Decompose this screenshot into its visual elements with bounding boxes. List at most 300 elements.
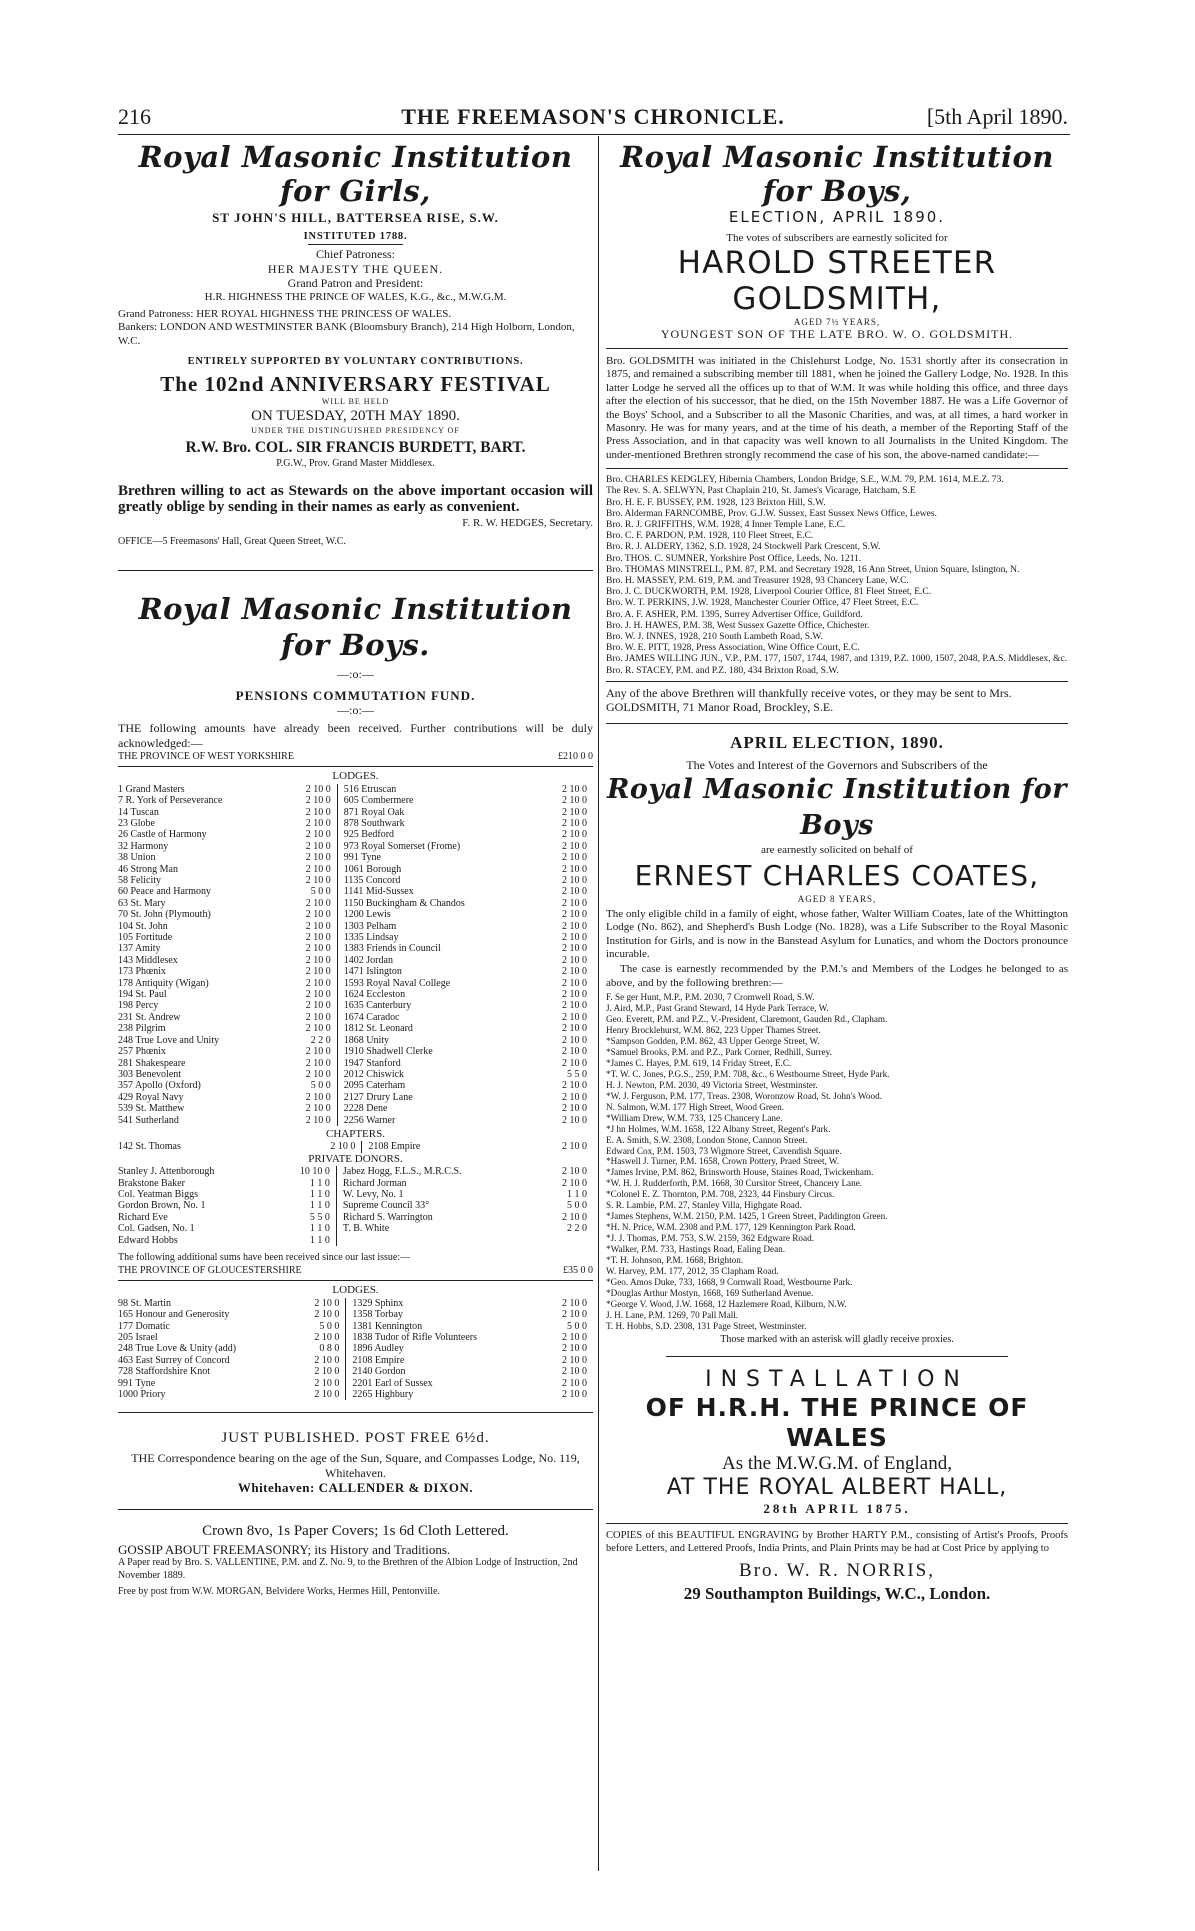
lodge-amount: 5 5 0	[276, 1212, 336, 1223]
lodge-amount: 2 10 0	[562, 1023, 587, 1035]
supporter-entry: Bro. J. H. HAWES, P.M. 38, West Sussex Gazette Office, Chichester.	[606, 620, 870, 631]
lodge-name: 728 Staffordshire Knot	[118, 1366, 211, 1378]
lodge-name: 2228 Dene	[343, 1103, 388, 1115]
lodge-amount: 2 10 0	[286, 932, 337, 943]
lodge-amount: 2 10 0	[562, 1011, 587, 1023]
supporter-entry: *Douglas Arthur Mostyn, 1668, 169 Sutherland Avenue.	[606, 1287, 814, 1298]
lodge-name: 104 St. John	[118, 920, 168, 932]
lodge-name: 173 Phœnix	[118, 966, 167, 978]
patron-label: Grand Patron and President:	[287, 276, 424, 290]
lodge-name: 2108 Empire	[368, 1141, 421, 1153]
supporter-entry: Bro. W. J. INNES, 1928, 210 South Lambeth Road, S.W.	[606, 632, 823, 642]
supporter-entry: Bro. THOS. C. SUMNER, Yorkshire Post Office, Leeds, No. 1211.	[606, 553, 862, 564]
lodge-amount: 2 10 0	[562, 1309, 587, 1321]
lodge-name: 1000 Priory	[118, 1389, 166, 1401]
lodge-name: Brakstone Baker	[118, 1177, 185, 1189]
supporter-entry: *H. N. Price, W.M. 2308 and P.M. 177, 129 Kennington Park Road.	[606, 1222, 856, 1233]
lodge-name: 429 Royal Navy	[118, 1091, 184, 1103]
supporter-entry: Bro. W. E. PITT, 1928, Press Association, Wine Office Court, E.C.	[606, 643, 860, 654]
lodge-name	[336, 1235, 542, 1246]
supporter-entry: Edward Cox, P.M. 1503, 73 Wigmore Street, Cavendish Square.	[606, 1145, 842, 1156]
table-row	[118, 1000, 593, 1011]
right-column	[606, 140, 1068, 1605]
table-row	[118, 1115, 593, 1126]
supporter-entry: Bro. JAMES WILLING JUN., V.P., P.M. 177, 1507, 1744, 1987, and 1319, P.Z. 1000, 1507, 2048, P.A.S. Middlesex, &c.	[606, 654, 1068, 665]
lodge-amount: 2 10 0	[562, 1091, 587, 1103]
lodge-amount: 2 10 0	[562, 1177, 587, 1189]
lodge-name: 142 St. Thomas	[118, 1141, 181, 1153]
lodges-label-2: LODGES.	[332, 1284, 379, 1297]
steward-appeal: Brethren willing to act as Stewards on the above important occasion will greatly oblige by sending in their names as early as convenient.	[118, 482, 593, 515]
election-title: Royal Masonic Institution for Boys,	[620, 140, 1054, 208]
lodge-amount: 5 0 0	[286, 886, 337, 897]
table-row	[118, 1035, 593, 1046]
april-title: Royal Masonic Institution for Boys	[606, 774, 1067, 842]
supporter-entry: J. Aird, M.P., Past Grand Steward, 14 Hyde Park Terrace, W.	[606, 1003, 829, 1014]
lodge-amount: 2 10 0	[562, 1389, 587, 1401]
installation-address: 29 Southampton Buildings, W.C., London.	[683, 1584, 991, 1604]
lodge-name: 1896 Audley	[352, 1343, 404, 1355]
april-votes: The Votes and Interest of the Governors and Subscribers of the	[686, 757, 988, 772]
lodge-amount: 2 10 0	[286, 795, 337, 806]
lodge-name: 63 St. Mary	[118, 897, 166, 909]
april-heading: APRIL ELECTION, 1890.	[730, 732, 944, 752]
supporter-entry: F. Se ger Hunt, M.P., P.M. 2030, 7 Cromwell Road, S.W.	[606, 992, 815, 1003]
lodge-name: 38 Union	[118, 852, 156, 864]
supporter-entry: Bro. R. J. GRIFFITHS, W.M. 1928, 4 Inner Temple Lane, E.C.	[606, 519, 846, 530]
lodge-amount: 2 10 0	[562, 875, 587, 886]
lodge-name: 1135 Concord	[343, 875, 401, 886]
lodge-amount: 1 1 0	[276, 1200, 336, 1211]
april-asterisk: Those marked with an asterisk will gladly receive proxies.	[720, 1333, 954, 1345]
lodge-amount: 2 10 0	[562, 1114, 587, 1126]
lodge-name: 248 True Love & Unity (add)	[118, 1343, 237, 1355]
lodge-name: 1141 Mid-Sussex	[343, 886, 414, 898]
lodge-amount: 2 10 0	[562, 1297, 587, 1309]
lodge-amount: 2 10 0	[286, 1000, 337, 1011]
table-row	[118, 1178, 593, 1189]
will-be-held: WILL BE HELD	[321, 397, 390, 407]
column-divider	[598, 136, 599, 1871]
table-row	[118, 966, 593, 977]
lodge-name: Col. Gadsen, No. 1	[118, 1223, 195, 1235]
lodge-name: 1635 Canterbury	[343, 1000, 412, 1012]
lodge-name: Stanley J. Attenborough	[118, 1166, 215, 1178]
lodge-amount: 2 10 0	[298, 1309, 346, 1320]
pensions-title: Royal Masonic Institution for Boys.	[138, 592, 573, 663]
lodge-amount: 2 10 0	[562, 1103, 587, 1115]
lodge-amount: 2 10 0	[286, 966, 337, 977]
lodge-amount: 0 8 0	[298, 1343, 346, 1354]
table-row	[118, 1355, 593, 1366]
published-text: THE Correspondence bearing on the age of the Sun, Square, and Compasses Lodge, No. 119, Whitehaven.	[131, 1451, 580, 1480]
lodge-amount: 2 10 0	[562, 1343, 587, 1355]
table-row	[118, 1309, 593, 1320]
left-column	[118, 140, 593, 1599]
lodge-amount	[542, 1235, 593, 1246]
lodge-name: 205 Israel	[118, 1332, 158, 1344]
lodge-name: 878 Southwark	[343, 817, 405, 829]
crown-post: Free by post from W.W. MORGAN, Belvidere Works, Hermes Hill, Pentonville.	[118, 1586, 440, 1598]
table-row	[118, 898, 593, 909]
lodge-name: 605 Combermere	[343, 795, 414, 807]
girls-address: ST JOHN'S HILL, BATTERSEA RISE, S.W.	[212, 210, 499, 225]
table-row	[118, 875, 593, 886]
lodge-amount: 2 10 0	[562, 909, 587, 921]
lodge-name: Edward Hobbs	[118, 1234, 178, 1246]
lodge-name: 58 Felicity	[118, 875, 162, 886]
supporter-entry: Bro. THOMAS MINSTRELL, P.M. 87, P.M. and Secretary 1928, 16 Ann Street, Union Square, Islington, N.	[606, 564, 1020, 575]
supporter-entry: *J hn Holmes, W.M. 1658, 122 Albany Street, Regent's Park.	[606, 1123, 831, 1134]
publication-title: THE FREEMASON'S CHRONICLE.	[401, 104, 785, 129]
lodge-amount: 2 10 0	[286, 898, 337, 909]
lodge-amount: 2 10 0	[562, 852, 587, 864]
province-name: THE PROVINCE OF WEST YORKSHIRE	[118, 751, 294, 763]
lodge-name: 23 Globe	[118, 817, 155, 829]
lodge-amount: 2 10 0	[562, 795, 587, 807]
lodge-name: 231 St. Andrew	[118, 1011, 181, 1023]
crown-title: GOSSIP ABOUT FREEMASONRY; its History and Traditions.	[118, 1542, 451, 1558]
section-rule-2	[118, 1412, 593, 1413]
lodge-name: 105 Fortitude	[118, 932, 173, 944]
lodge-amount: 2 10 0	[298, 1378, 346, 1389]
lodge-name: 137 Amity	[118, 943, 161, 955]
lodge-name: 2256 Warner	[343, 1114, 396, 1126]
lodge-name: 178 Antiquity (Wigan)	[118, 977, 209, 989]
lodge-name: 2265 Highbury	[352, 1389, 414, 1401]
lodge-amount: 2 10 0	[562, 897, 587, 909]
patron: H.R. HIGHNESS THE PRINCE OF WALES, K.G., &c., M.W.G.M.	[204, 290, 507, 303]
lodge-amount: 2 10 0	[286, 989, 337, 1000]
secretary: F. R. W. HEDGES, Secretary.	[462, 516, 593, 529]
lodge-amount: 1 1 0	[567, 1188, 587, 1200]
supported: ENTIRELY SUPPORTED BY VOLUNTARY CONTRIBUTIONS.	[187, 356, 524, 368]
table-row	[118, 1212, 593, 1223]
lodge-amount: 2 10 0	[562, 829, 587, 841]
lodge-name: 516 Etruscan	[343, 783, 397, 795]
lodge-name: 1947 Stanford	[343, 1057, 401, 1069]
lodge-amount: 5 0 0	[567, 1320, 587, 1332]
lodge-amount: 2 10 0	[562, 954, 587, 966]
lodge-amount: 2 10 0	[562, 1366, 587, 1378]
bankers: Bankers: LONDON AND WESTMINSTER BANK (Bloomsbury Branch), 214 High Holborn, London, W.C.	[118, 321, 575, 347]
supporter-entry: Bro. R. J. ALDERY, 1362, S.D. 1928, 24 Stockwell Park Crescent, S.W.	[606, 542, 881, 553]
lodge-amount: 2 10 0	[562, 989, 587, 1001]
supporter-entry: Bro. R. STACEY, P.M. and P.Z. 180, 434 Brixton Road, S.W.	[606, 665, 839, 676]
lodge-amount: 2 10 0	[286, 943, 337, 954]
table-row	[118, 841, 593, 852]
election-sub: ELECTION, APRIL 1890.	[728, 208, 946, 226]
presidency: UNDER THE DISTINGUISHED PRESIDENCY OF	[251, 426, 460, 436]
lodge-amount: 2 10 0	[298, 1298, 346, 1309]
lodge-amount: 2 10 0	[562, 1046, 587, 1058]
table-row	[118, 1166, 593, 1177]
lodges-table	[118, 784, 593, 1126]
lodge-amount: 2 10 0	[298, 1332, 346, 1343]
table-row	[118, 864, 593, 875]
lodge-name: 1303 Pelham	[343, 920, 397, 932]
table-row	[118, 909, 593, 920]
lodge-name: 1868 Unity	[343, 1034, 390, 1046]
office: OFFICE—5 Freemasons' Hall, Great Queen Street, W.C.	[118, 535, 346, 547]
lodge-name: 1329 Sphinx	[352, 1297, 404, 1309]
table-row	[118, 818, 593, 829]
installation-line2: OF H.R.H. THE PRINCE OF WALES	[645, 1393, 1029, 1453]
supporter-entry: *James Stephens, W.M. 2150, P.M. 1425, 1 Green Street, Paddington Green.	[606, 1211, 888, 1222]
lodge-amount: 2 10 0	[562, 840, 587, 852]
lodge-name: 539 St. Matthew	[118, 1103, 185, 1115]
table-rule-2	[118, 1280, 593, 1281]
installation-body: COPIES of this BEAUTIFUL ENGRAVING by Brother HARTY P.M., consisting of Artist's Proofs, Proofs before Letters, and Lettered Proofs, India Prints, and Plain Prints may be had at Cost Price by applying to	[606, 1530, 1068, 1554]
lodge-amount: 1 1 0	[276, 1178, 336, 1189]
installation-bro: Bro. W. R. NORRIS,	[739, 1560, 935, 1582]
supporter-entry: The Rev. S. A. SELWYN, Past Chaplain 210, St. James's Vicarage, Hatcham, S.E	[606, 486, 916, 497]
lodge-amount: 1 1 0	[276, 1223, 336, 1234]
lodge-amount: 2 10 0	[562, 1354, 587, 1366]
table-row	[118, 1223, 593, 1234]
supporter-entry: *Walker, P.M. 733, Hastings Road, Ealing Dean.	[606, 1244, 786, 1255]
lodge-name: 14 Tuscan	[118, 806, 159, 818]
lodge-name: Col. Yeatman Biggs	[118, 1188, 199, 1200]
lodge-amount: 5 0 0	[286, 1080, 337, 1091]
table-row	[118, 978, 593, 989]
lodge-name: 281 Shakespeare	[118, 1057, 186, 1069]
april-name: ERNEST CHARLES COATES,	[634, 858, 1040, 892]
lodge-amount: 2 10 0	[562, 863, 587, 875]
pensions-advert	[118, 591, 593, 1400]
province-amount: £210 0 0	[558, 751, 593, 763]
lodge-amount: 2 10 0	[286, 807, 337, 818]
election-votes: The votes of subscribers are earnestly solicited for	[726, 232, 948, 244]
lodge-name: Supreme Council 33°	[342, 1200, 430, 1212]
lodge-name: 2140 Gordon	[352, 1366, 406, 1378]
lodge-amount: 1 1 0	[276, 1189, 336, 1200]
divider	[308, 244, 403, 245]
lodge-name: 973 Royal Somerset (Frome)	[343, 840, 461, 852]
donors-table	[118, 1166, 593, 1246]
table-row	[118, 829, 593, 840]
section-rule	[118, 570, 593, 571]
lodge-amount: 2 10 0	[286, 864, 337, 875]
lodge-name: 991 Tyne	[118, 1377, 156, 1389]
lodge-name: 357 Apollo (Oxford)	[118, 1080, 201, 1092]
lodge-amount: 2 10 0	[562, 886, 587, 898]
supporter-entry: Bro. CHARLES KEDGLEY, Hibernia Chambers, London Bridge, S.E., W.M. 79, P.M. 1614, M.E.Z. 73.	[606, 475, 1004, 486]
supporter-entry: *T. W. C. Jones, P.G.S., 259, P.M. 708, &c., 6 Westbourne Street, Hyde Park.	[606, 1068, 890, 1079]
supporter-entry: *Sampson Godden, P.M. 862, 43 Upper George Street, W.	[606, 1035, 820, 1046]
table-row	[118, 1189, 593, 1200]
lodge-amount: 2 10 0	[562, 932, 587, 944]
province-amount-2: £35 0 0	[563, 1265, 593, 1277]
lodge-name: 1910 Shadwell Clerke	[343, 1046, 433, 1058]
lodge-name: 2095 Caterham	[343, 1080, 406, 1092]
lodge-amount: 2 2 0	[286, 1035, 337, 1046]
table-row	[118, 1046, 593, 1057]
april-body-2: The case is earnestly recommended by the P.M.'s and Members of the Lodges he belonged to as above, and by the following brethren:—	[606, 963, 1068, 989]
lodge-name: 925 Bedford	[343, 829, 395, 841]
table-row	[118, 784, 593, 795]
lodge-amount: 2 10 0	[286, 1115, 337, 1126]
lodge-name: 1471 Islington	[343, 966, 402, 978]
published-publisher: Whitehaven: CALLENDER & DIXON.	[237, 1480, 474, 1496]
supporter-entry: *J. J. Thomas, P.M. 753, S.W. 2159, 362 Edgware Road.	[606, 1233, 814, 1244]
election-rule	[606, 348, 1068, 349]
lodge-name: 2127 Drury Lane	[343, 1091, 413, 1103]
lodge-name: 1335 Lindsay	[343, 932, 399, 944]
lodge-amount: 10 10 0	[276, 1166, 336, 1177]
lodge-name: 2201 Earl of Sussex	[352, 1377, 433, 1389]
table-row	[118, 795, 593, 806]
lodge-name: 1200 Lewis	[343, 909, 391, 921]
supporter-entry: *Geo. Amos Duke, 733, 1668, 9 Cornwall Road, Westbourne Park.	[606, 1276, 853, 1287]
issue-date: [5th April 1890.	[926, 104, 1068, 129]
lodge-name: 1624 Eccleston	[343, 989, 406, 1001]
patroness-label: Chief Patroness:	[316, 247, 395, 261]
supporter-entry: Bro. C. F. PARDON, P.M. 1928, 110 Fleet Street, E.C.	[606, 531, 814, 542]
lodge-amount: 5 0 0	[298, 1321, 346, 1332]
lodge-amount: 2 10 0	[286, 841, 337, 852]
girls-instituted: INSTITUTED 1788.	[303, 231, 408, 242]
lodge-name: 257 Phœnix	[118, 1046, 167, 1058]
lodge-name: 1402 Jordan	[343, 954, 393, 966]
lodge-name: 7 R. York of Perseverance	[118, 795, 223, 807]
table-row	[118, 1321, 593, 1332]
crown-text: A Paper read by Bro. S. VALLENTINE, P.M. and Z. No. 9, to the Brethren of the Albion Lodge of Instruction, 2nd November 1889.	[118, 1557, 578, 1581]
election-closing: Any of the above Brethren will thankfully receive votes, or they may be sent to Mrs. GOLDSMITH, 71 Manor Road, Brockley, S.E.	[606, 685, 1012, 715]
table-row	[118, 1235, 593, 1246]
lodge-amount: 2 10 0	[562, 1141, 587, 1153]
crown-heading: Crown 8vo, 1s Paper Covers; 1s 6d Cloth Lettered.	[202, 1523, 509, 1540]
lodge-name: 198 Percy	[118, 1000, 159, 1012]
additional-note: The following additional sums have been received since our last issue:—	[118, 1252, 411, 1263]
table-row	[118, 1058, 593, 1069]
lodge-name: 238 Pilgrim	[118, 1023, 166, 1035]
lodge-amount: 5 0 0	[567, 1200, 587, 1212]
chapters-label: CHAPTERS.	[326, 1127, 385, 1140]
lodge-name: 1381 Kennington	[352, 1320, 423, 1332]
supporter-entry: *Colonel E. Z. Thornton, P.M. 708, 2323, 44 Finsbury Circus.	[606, 1189, 835, 1200]
lodge-amount: 2 10 0	[562, 783, 587, 795]
table-row	[118, 1389, 593, 1400]
lodge-name: 2108 Empire	[352, 1354, 405, 1366]
president-title: P.G.W., Prov. Grand Master Middlesex.	[276, 458, 435, 470]
april-age: AGED 8 YEARS,	[797, 893, 877, 904]
supporter-entry: *William Drew, W.M. 733, 125 Chancery Lane.	[606, 1112, 783, 1123]
lodge-amount: 2 10 0	[562, 1080, 587, 1092]
lodge-amount: 2 10 0	[562, 1057, 587, 1069]
lodge-name: 165 Honour and Generosity	[118, 1309, 230, 1321]
lodge-amount: 2 10 0	[298, 1389, 346, 1400]
table-row	[118, 943, 593, 954]
lodge-name: 1838 Tudor of Rifle Volunteers	[352, 1332, 478, 1344]
lodge-amount: 2 10 0	[286, 909, 337, 920]
lodge-name: 1593 Royal Naval College	[343, 977, 451, 989]
header-rule	[118, 134, 1070, 135]
lodge-amount: 2 10 0	[562, 920, 587, 932]
section-rule-3	[118, 1509, 593, 1510]
lodge-amount: 2 10 0	[286, 818, 337, 829]
installation-line3: As the M.W.G.M. of England,	[722, 1453, 952, 1475]
lodge-name: 60 Peace and Harmony	[118, 886, 212, 898]
lodge-amount: 5 5 0	[567, 1068, 587, 1080]
supporter-entry: Bro. A. F. ASHER, P.M. 1395, Surrey Advertiser Office, Guildford.	[606, 609, 863, 620]
lodge-name: 26 Castle of Harmony	[118, 829, 207, 841]
lodge-amount: 2 10 0	[286, 1058, 337, 1069]
patroness: HER MAJESTY THE QUEEN.	[267, 261, 444, 276]
lodge-name: 1061 Borough	[343, 863, 402, 875]
lodge-amount: 2 10 0	[562, 806, 587, 818]
table-row	[118, 1332, 593, 1343]
lodge-amount: 2 10 0	[298, 1366, 346, 1377]
table-row	[118, 1069, 593, 1080]
lodge-name: 2012 Chiswick	[343, 1068, 405, 1080]
lodge-amount: 2 10 0	[562, 817, 587, 829]
table-row	[118, 932, 593, 943]
supporter-entry: Bro. W. T. PERKINS, J.W. 1928, Manchester Courier Office, 47 Fleet Street, E.C.	[606, 598, 919, 609]
table-row	[118, 807, 593, 818]
supporter-entry: T. H. Hobbs, S.D. 2308, 131 Page Street, Westminster.	[606, 1320, 807, 1331]
table-row	[118, 1092, 593, 1103]
section-rule-r2	[666, 1356, 1008, 1357]
lodge-amount: 2 10 0	[286, 1103, 337, 1114]
supporter-entry: E. A. Smith, S.W. 2308, London Stone, Cannon Street.	[606, 1134, 808, 1145]
april-supporters	[606, 992, 1068, 1332]
installation-date: 28th APRIL 1875.	[763, 1501, 911, 1517]
supporter-entry: H. J. Newton, P.M. 2030, 49 Victoria Street, Westminster.	[606, 1079, 818, 1090]
election-supporters	[606, 475, 1068, 677]
festival-heading: The 102nd ANNIVERSARY FESTIVAL	[160, 372, 551, 397]
april-advert	[606, 732, 1068, 1346]
private-donors-label: PRIVATE DONORS.	[308, 1152, 403, 1165]
lodges-label: LODGES.	[332, 770, 379, 783]
supporter-entry: Henry Brocklehurst, W.M. 862, 223 Upper Thames Street.	[606, 1025, 821, 1036]
candidate-age: AGED 7½ YEARS,	[793, 317, 881, 328]
table-row	[118, 1343, 593, 1354]
supporter-entry: S. R. Lambie, P.M. 27, Stanley Villa, Highgate Road.	[606, 1200, 802, 1211]
lodge-name: Gordon Brown, No. 1	[118, 1200, 206, 1212]
lodge-amount: 2 10 0	[286, 1023, 337, 1034]
lodge-name: 1358 Torbay	[352, 1309, 403, 1321]
lodge-amount: 2 10 0	[562, 943, 587, 955]
supporter-entry: *James C. Hayes, P.M. 619, 14 Friday Street, E.C.	[606, 1057, 792, 1068]
lodge-amount: 2 10 0	[298, 1355, 346, 1366]
lodge-amount: 2 10 0	[286, 921, 337, 932]
page-number: 216	[118, 104, 151, 129]
lodge-amount: 2 10 0	[286, 978, 337, 989]
published-heading: JUST PUBLISHED. POST FREE 6½d.	[221, 1430, 490, 1447]
grand-patroness: Grand Patroness: HER ROYAL HIGHNESS THE PRINCESS OF WALES.	[118, 307, 452, 320]
lodge-name: 463 East Surrey of Concord	[118, 1354, 230, 1366]
president: R.W. Bro. COL. SIR FRANCIS BURDETT, BART.	[185, 439, 526, 457]
table-row	[118, 1012, 593, 1023]
pensions-intro: THE following amounts have already been received. Further contributions will be duly acknowledged:—	[118, 721, 593, 750]
lodge-name: 1674 Caradoc	[343, 1011, 400, 1023]
province-row	[118, 750, 593, 763]
lodge-name: 1 Grand Masters	[118, 783, 185, 795]
supporter-entry: Bro. J. C. DUCKWORTH, P.M. 1928, Liverpool Courier Office, 81 Fleet Street, E.C.	[606, 587, 932, 598]
lodge-amount: 2 10 0	[286, 875, 337, 886]
table-row	[118, 1298, 593, 1309]
lodge-amount: 2 10 0	[286, 1092, 337, 1103]
lodge-name: 143 Middlesex	[118, 954, 178, 966]
chapters-table	[118, 1141, 593, 1152]
supporter-entry: *Haswell J. Turner, P.M. 1658, Crown Pottery, Praed Street, W.	[606, 1156, 840, 1167]
table-rule	[118, 766, 593, 767]
lodge-amount: 2 10 0	[562, 1166, 587, 1178]
lodge-amount: 2 10 0	[286, 852, 337, 863]
candidate-son: YOUNGEST SON OF THE LATE BRO. W. O. GOLDSMITH.	[660, 327, 1014, 342]
lodge-name: 303 Benevolent	[118, 1068, 182, 1080]
